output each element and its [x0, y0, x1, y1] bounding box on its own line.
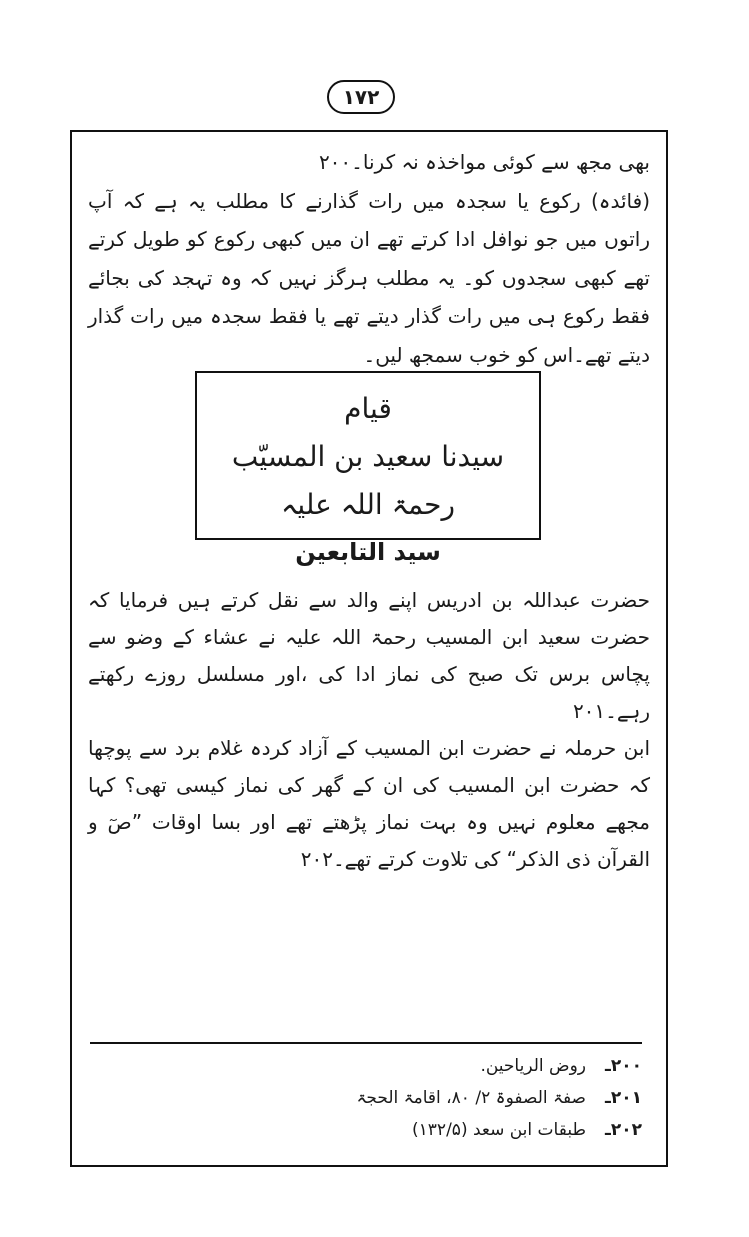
- footnote-divider: [90, 1042, 642, 1044]
- paragraph-faida: (فائدہ) رکوع یا سجدہ میں رات گذارنے کا مطلب یہ ہے کہ آپ راتوں میں جو نوافل ادا کرتے تھے ان میں کبھی رکوع کو طویل کرتے تھے کبھی سجدوں کو۔ یہ مطلب ہرگز نہیں کہ وہ تہجد کی بجائے فقط رکوع ہی میں رات گذار دیتے تھے یا فقط سجدہ میں رات گذار دیتے تھے۔اس کو خوب سمجھ لیں۔: [88, 188, 650, 367]
- footnote-text: طبقات ابن سعد (۱۳۲/۵): [412, 1120, 586, 1140]
- paragraph-narration-2: ابن حرملہ نے حضرت ابن المسیب کے آزاد کردہ غلام برد سے پوچھا کہ حضرت ابن المسیب کی ان کے گھر کی نماز کیسی تھی؟ کہا مجھے معلوم نہیں وہ بہت نماز پڑھتے تھے اور بسا اوقات ”صٓ و القرآن ذی الذکر“ کی تلاوت کرتے تھے۔۲۰۲: [88, 736, 650, 871]
- footnotes: [340, 1050, 642, 1146]
- paragraph-narration-1: حضرت عبداللہ بن ادریس اپنے والد سے نقل کرتے ہیں فرمایا کہ حضرت سعید ابن المسیب رحمۃ اللہ علیہ نے عشاء کے وضو سے پچاس برس تک صبح کی نماز ادا کی ،اور مسلسل روزے رکھتے رہے۔۲۰۱: [88, 588, 650, 723]
- footnote-number: ۲۰۰ـ: [605, 1056, 642, 1076]
- footnote-text: روض الریاحین.: [480, 1056, 586, 1076]
- heading-name: سیدنا سعید بن المسیّب رحمۃ اللہ علیہ: [231, 440, 505, 521]
- heading-title: قیام: [344, 392, 392, 425]
- intro-text: [88, 143, 650, 374]
- footnote-number: ۲۰۱ـ: [605, 1088, 642, 1108]
- footnote-202: [340, 1114, 642, 1146]
- heading-subtitle: سید التابعین: [295, 538, 441, 566]
- footnote-number: ۲۰۲ـ: [605, 1120, 642, 1140]
- page-number: ۱۷۲: [327, 80, 395, 114]
- footnote-200: [340, 1050, 642, 1082]
- body-text: [88, 582, 650, 878]
- footnote-201: [340, 1082, 642, 1114]
- section-heading-box: [195, 371, 541, 566]
- footnote-text: صفۃ الصفوۃ ۲/ ۸۰، اقامۃ الحجۃ: [356, 1088, 586, 1108]
- paragraph-continuation: بھی مجھ سے کوئی مواخذہ نہ کرنا۔۲۰۰: [318, 150, 650, 174]
